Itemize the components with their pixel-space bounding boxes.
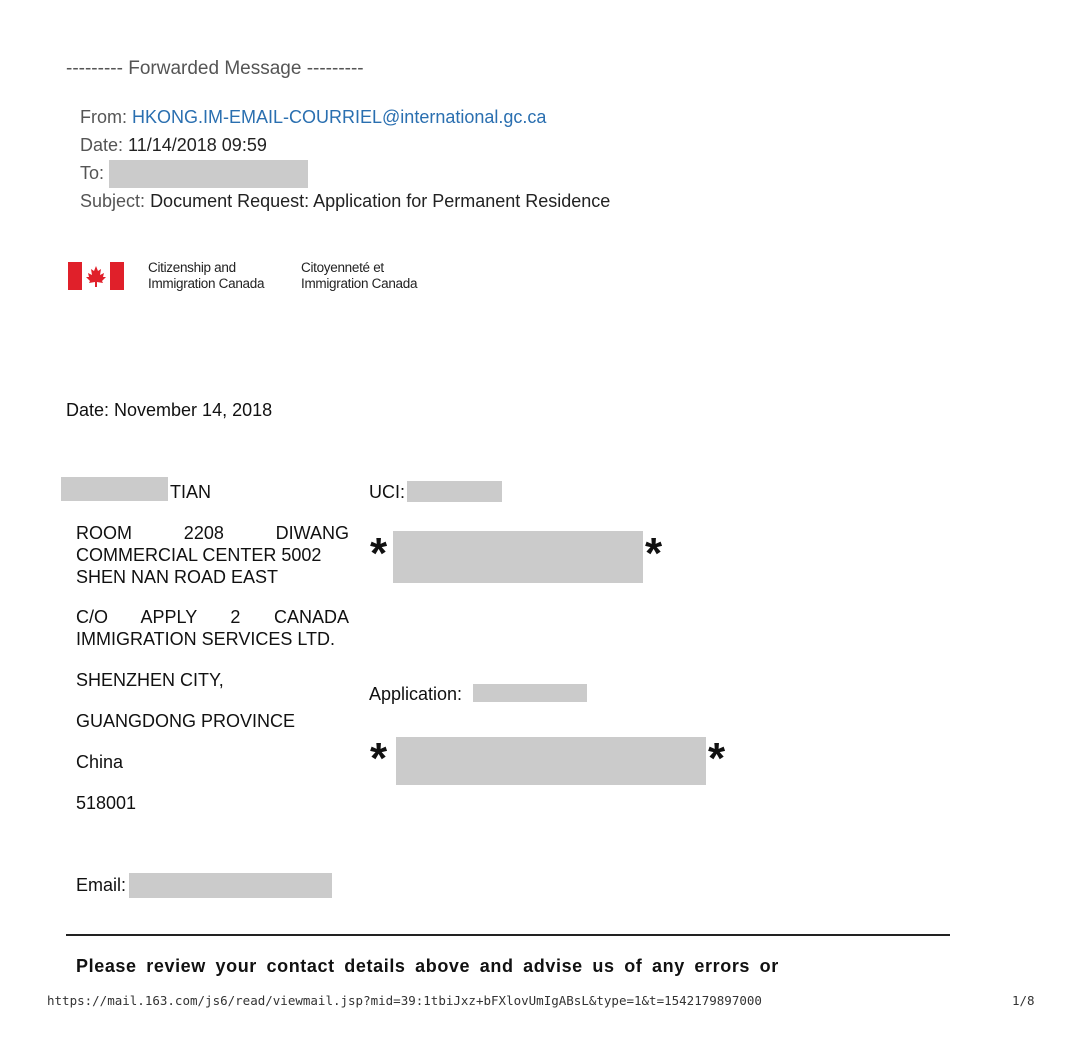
recipient-surname: TIAN <box>170 482 212 502</box>
review-notice: Please review your contact details above and advise us of any errors or <box>76 956 779 976</box>
address-line-2: C/O APPLY 2 CANADA IMMIGRATION SERVICES LTD. <box>76 607 349 649</box>
footer-page-number: 1/8 <box>1012 993 1035 1008</box>
to-line <box>80 163 104 184</box>
address-province: GUANGDONG PROVINCE <box>76 711 296 731</box>
forwarded-banner: --------- Forwarded Message --------- <box>66 58 364 79</box>
address-line-1: ROOM 2208 DIWANG COMMERCIAL CENTER 5002 SHEN NAN ROAD EAST <box>76 523 349 587</box>
letter-date: Date: November 14, 2018 <box>66 400 273 420</box>
barcode-star-left: * <box>370 529 388 578</box>
date-label: Date: <box>80 135 124 155</box>
redacted-application-number <box>473 684 587 702</box>
footer-url: https://mail.163.com/js6/read/viewmail.jsp?mid=39:1tbiJxz+bFXlovUmIgABsL&type=1&t=1542179897000 <box>47 993 762 1008</box>
uci-label: UCI: <box>369 482 405 502</box>
subject-value: Document Request: Application for Permanent Residence <box>150 191 611 211</box>
address-city: SHENZHEN CITY, <box>76 670 224 690</box>
date-line <box>80 135 267 156</box>
subject-line <box>80 191 610 212</box>
date-value: 11/14/2018 09:59 <box>128 135 267 155</box>
to-label: To: <box>80 163 105 183</box>
redacted-uci <box>407 481 502 502</box>
redacted-uci-barcode <box>393 531 643 583</box>
canada-flag-icon <box>68 262 124 290</box>
from-address-link[interactable]: HKONG.IM-EMAIL-COURRIEL@international.gc.ca <box>132 107 547 127</box>
redacted-given-name <box>61 477 168 501</box>
from-label: From: <box>80 107 127 127</box>
redacted-to-address <box>109 160 308 188</box>
from-line <box>80 107 546 128</box>
application-label: Application: <box>369 684 463 704</box>
email-label: Email: <box>76 875 127 895</box>
barcode-star-right: * <box>645 529 663 578</box>
subject-label: Subject: <box>80 191 146 211</box>
divider-line <box>66 934 950 936</box>
address-country: China <box>76 752 124 772</box>
dept-name-english: Citizenship and Immigration Canada <box>148 260 265 291</box>
redacted-email <box>129 873 332 898</box>
address-postal-code: 518001 <box>76 793 137 813</box>
barcode-star-left-2: * <box>370 734 388 783</box>
dept-name-french: Citoyenneté et Immigration Canada <box>301 260 418 291</box>
barcode-star-right-2: * <box>708 734 726 783</box>
redacted-application-barcode <box>396 737 706 785</box>
